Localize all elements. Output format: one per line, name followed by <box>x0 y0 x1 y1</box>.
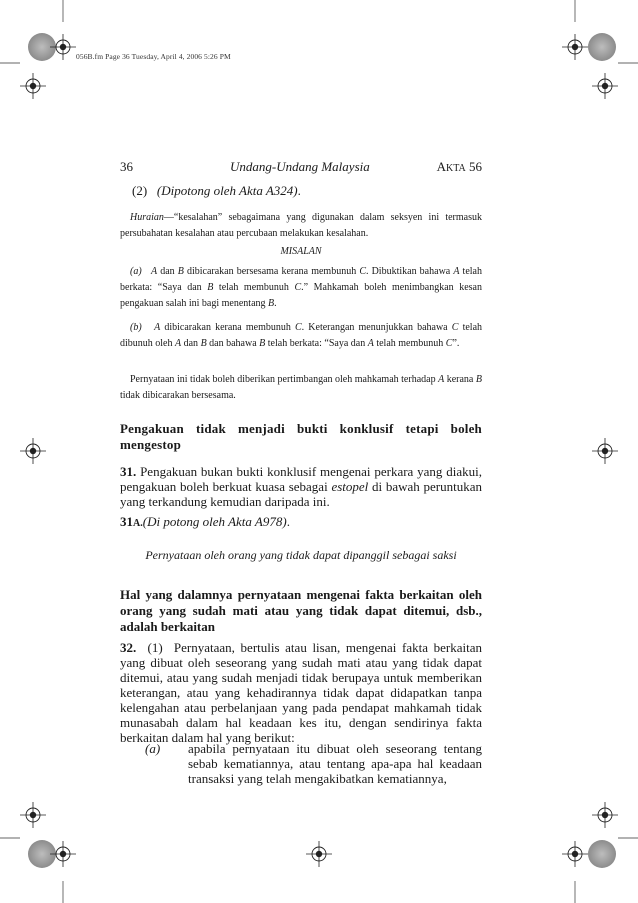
illustration-note: Pernyataan ini tidak boleh diberikan pertimbangan oleh mahkamah terhadap A kerana B tidak dibicarakan bersesama. <box>120 374 482 401</box>
registration-mark <box>592 438 618 464</box>
paragraph-a-label: (a) <box>145 741 161 756</box>
corner-disc <box>588 33 616 61</box>
section-31: 31. Pengakuan bukan bukti konklusif mengenai perkara yang diakui, pengakuan boleh berkuat kuasa sebagai estopel di bawah peruntukan yang terkandung kemudian daripada ini. <box>120 464 482 509</box>
section-31-heading: Pengakuan tidak menjadi bukti konklusif tetapi boleh mengestop <box>120 421 482 452</box>
registration-mark <box>50 34 76 60</box>
corner-disc <box>588 840 616 868</box>
registration-mark <box>50 841 76 867</box>
running-header <box>120 159 482 177</box>
section-32: 32. (1) Pernyataan, bertulis atau lisan, mengenai fakta berkaitan yang dibuat oleh seseorang yang sudah mati atau yang tidak dapat ditemui, atau yang sudah menjadi tidak berupaya untuk memberikan keterangan, atau yang kehadirannya tidak dapat didapatkan tanpa kelengahan atau perbelanjaan yang pada pendapat mahkamah tidak munasabah dalam hal keadaan kes itu, dengan sendirinya fakta berkaitan dalam hal yang berikut: <box>120 640 482 745</box>
registration-mark <box>562 841 588 867</box>
explanation: Huraian—“kesalahan” sebagaimana yang digunakan dalam seksyen ini termasuk persubahatan kesalahan atau percubaan melakukan kesalahan. <box>120 212 482 239</box>
registration-mark <box>306 841 332 867</box>
section-31a: 31A.(Di potong oleh Akta A978). <box>120 514 290 529</box>
registration-mark <box>20 438 46 464</box>
registration-mark <box>592 802 618 828</box>
registration-mark <box>20 73 46 99</box>
page-number: 36 <box>120 159 133 174</box>
paragraph-a-text: apabila pernyataan itu dibuat oleh seseorang tentang sebab kematiannya, atau tentang apa-apa hal keadaan transaksi yang telah mengakibatkan kematiannya, <box>188 741 482 786</box>
registration-mark <box>562 34 588 60</box>
part-heading: Pernyataan oleh orang yang tidak dapat dipanggil sebagai saksi <box>145 548 457 562</box>
header-act: AKTA 56 <box>436 159 482 174</box>
registration-mark <box>592 73 618 99</box>
registration-mark <box>20 802 46 828</box>
print-slug: 056B.fm Page 36 Tuesday, April 4, 2006 5:26 PM <box>76 52 231 61</box>
illustration-a: (a) A dan B dibicarakan bersesama kerana membunuh C. Dibuktikan bahawa A telah berkata: “Saya dan B telah membunuh C.” Mahkamah boleh menimbangkan kesan pengakuan salah ini bagi menentang B. <box>120 266 482 309</box>
illustrations-heading: MISALAN <box>280 246 322 257</box>
header-title: Undang-Undang Malaysia <box>230 159 370 174</box>
illustration-b: (b) A dibicarakan kerana membunuh C. Keterangan menunjukkan bahawa C telah dibunuh oleh A dan B dan bahawa B telah berkata: “Saya dan A telah membunuh C”. <box>120 322 483 349</box>
subsection-2: (2) (Dipotong oleh Akta A324). <box>132 183 301 198</box>
section-32-heading: Hal yang dalamnya pernyataan mengenai fakta berkaitan oleh orang yang sudah mati atau yang tidak dapat ditemui, dsb., adalah berkaitan <box>120 587 482 634</box>
